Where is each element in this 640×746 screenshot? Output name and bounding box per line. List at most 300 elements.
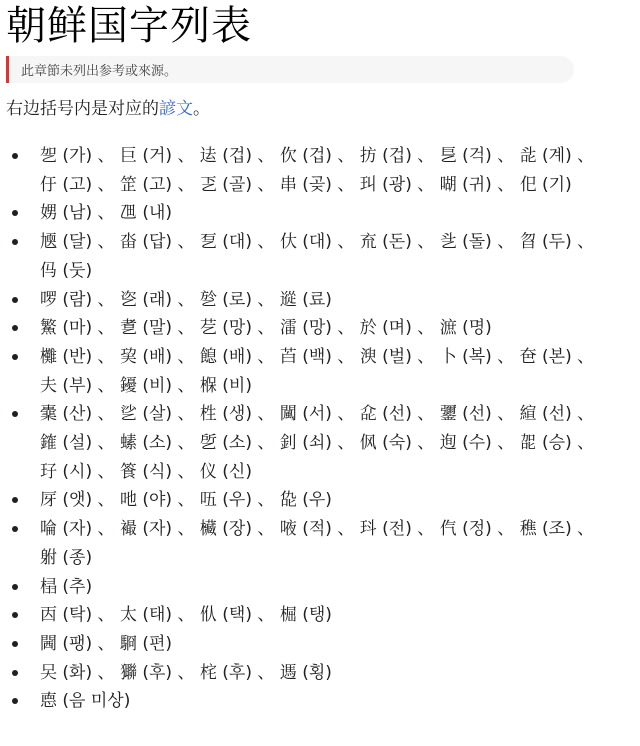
hanja-character: 㐺 bbox=[199, 605, 217, 626]
list-item bbox=[6, 601, 634, 630]
separator: 、 bbox=[491, 404, 520, 425]
hangul-reading: 택 bbox=[228, 605, 246, 626]
separator: 、 bbox=[252, 289, 280, 310]
separator: 、 bbox=[92, 289, 120, 310]
separator: 、 bbox=[491, 232, 520, 253]
hanja-character: 串 bbox=[279, 174, 297, 195]
character-entry: 㳛 (벌) bbox=[359, 346, 412, 367]
hanja-character: 乤 bbox=[199, 174, 217, 195]
hangul-link[interactable]: 諺文 bbox=[159, 99, 193, 119]
character-entry: 卜 (복) bbox=[439, 346, 492, 367]
separator: 、 bbox=[92, 490, 120, 511]
hangul-reading: 마 bbox=[69, 318, 86, 339]
hanja-character: 㧍 bbox=[359, 146, 377, 166]
separator: 、 bbox=[252, 146, 280, 166]
separator: 、 bbox=[411, 433, 440, 454]
separator: 、 bbox=[252, 404, 280, 425]
page-title: 朝鲜国字列表 bbox=[6, 3, 252, 49]
separator: 、 bbox=[491, 433, 520, 454]
hangul-reading: 걱 bbox=[468, 146, 486, 166]
hangul-reading: 곶 bbox=[308, 174, 326, 195]
character-entry: 㺶 (전) bbox=[359, 519, 412, 540]
separator: 、 bbox=[411, 174, 440, 195]
character-entry: 椺 (비) bbox=[199, 375, 252, 396]
separator: 、 bbox=[252, 318, 280, 339]
character-entry: 閪 (팽) bbox=[40, 633, 93, 654]
list-item bbox=[6, 687, 634, 716]
separator: 、 bbox=[491, 346, 520, 367]
hangul-reading: 종 bbox=[69, 547, 86, 568]
list-item bbox=[6, 515, 634, 572]
character-entry: 㐽 (숙) bbox=[359, 433, 412, 454]
hangul-reading: 정 bbox=[468, 519, 486, 540]
character-entry: 㰆 (산) bbox=[40, 404, 93, 425]
hanja-character: 㐡 bbox=[40, 232, 57, 253]
separator: 、 bbox=[331, 146, 360, 166]
character-entry: 鰵 (마) bbox=[40, 318, 93, 339]
hangul-reading: 앳 bbox=[69, 490, 86, 511]
character-entry: 㥁 (음 미상) bbox=[40, 691, 131, 712]
separator: 、 bbox=[571, 404, 595, 425]
separator: 、 bbox=[252, 519, 280, 540]
hangul-reading: 신 bbox=[228, 461, 246, 482]
hangul-reading: 백 bbox=[308, 346, 326, 367]
list-item bbox=[6, 343, 634, 400]
separator: 、 bbox=[92, 232, 120, 253]
hangul-reading: 탁 bbox=[69, 605, 86, 626]
character-entry: 䭒 (배) bbox=[199, 346, 252, 367]
hangul-reading: 생 bbox=[228, 404, 246, 425]
hanja-character: 㐲 bbox=[279, 232, 297, 253]
hanja-character: 螦 bbox=[119, 433, 137, 454]
character-entry: 㖮 (자) bbox=[40, 519, 93, 540]
hanja-character: 栍 bbox=[199, 404, 217, 425]
character-entry: 乲 (래) bbox=[119, 289, 173, 310]
hangul-reading: 며 bbox=[388, 318, 406, 339]
hanja-character: 娚 bbox=[40, 203, 57, 224]
hangul-reading: 로 bbox=[228, 289, 246, 310]
separator: 、 bbox=[172, 318, 200, 339]
hanja-character: 䭒 bbox=[199, 346, 217, 367]
hanja-character: 䥃 bbox=[40, 433, 57, 454]
separator: 、 bbox=[411, 346, 440, 367]
hanja-character: 䥸 bbox=[439, 404, 457, 425]
hangul-reading: 선 bbox=[388, 404, 406, 425]
hanja-character: 㐽 bbox=[359, 433, 377, 454]
separator: 、 bbox=[172, 346, 200, 367]
hanja-character: 㐷 bbox=[40, 260, 57, 281]
hanja-character: 㵂 bbox=[439, 318, 457, 339]
hangul-reading: 본 bbox=[548, 346, 566, 367]
hangul-reading: 서 bbox=[308, 404, 326, 425]
separator: 、 bbox=[92, 662, 120, 683]
hanja-character: 㺩 bbox=[359, 174, 377, 195]
hangul-reading: 달 bbox=[69, 232, 86, 253]
character-entry: 䢨 (료) bbox=[279, 289, 332, 310]
hanja-character: 㭾 bbox=[279, 605, 297, 626]
character-entry: 㐬 (돈) bbox=[359, 232, 412, 253]
character-entry: 㕶 (우) bbox=[199, 490, 252, 511]
hanja-character: 迿 bbox=[439, 433, 457, 454]
character-entry: 㭾 (탱) bbox=[279, 605, 332, 626]
hanja-character: 㰆 bbox=[40, 404, 57, 425]
character-entry: 䇥 (고) bbox=[119, 174, 173, 195]
separator: 、 bbox=[331, 346, 360, 367]
hangul-reading: 반 bbox=[69, 346, 86, 367]
hanja-character: 乷 bbox=[119, 404, 137, 425]
hanja-character: 吔 bbox=[119, 490, 137, 511]
separator: 、 bbox=[491, 519, 520, 540]
separator: 、 bbox=[172, 605, 200, 626]
hanja-character: 㥁 bbox=[40, 691, 57, 712]
hangul-reading: 람 bbox=[69, 289, 86, 310]
separator: 、 bbox=[92, 174, 120, 195]
character-entry: 䒗 (망) bbox=[199, 318, 252, 339]
hangul-reading: 계 bbox=[548, 146, 566, 166]
hanja-character: 迲 bbox=[199, 146, 217, 166]
hanja-character: 㐬 bbox=[359, 232, 377, 253]
character-entry: 乭 (대) bbox=[199, 232, 252, 253]
hanja-character: 㭦 bbox=[199, 662, 217, 683]
hanja-character: 㺦 bbox=[119, 662, 137, 683]
hanja-character: 䠵 bbox=[40, 547, 57, 568]
character-entry: 太 (태) bbox=[119, 605, 173, 626]
hangul-reading: 편 bbox=[148, 633, 166, 654]
hanja-character: 乽 bbox=[119, 318, 137, 339]
hangul-reading: 수 bbox=[468, 433, 486, 454]
separator: 、 bbox=[172, 662, 200, 683]
hangul-reading: 래 bbox=[148, 289, 166, 310]
notice-text: 此章節未列出参考或來源。 bbox=[21, 64, 178, 79]
hanja-character: 㰙 bbox=[40, 346, 57, 367]
hangul-reading: 산 bbox=[69, 404, 86, 425]
character-entry: 㐲 (대) bbox=[279, 232, 332, 253]
separator: 、 bbox=[172, 404, 200, 425]
separator: 、 bbox=[92, 461, 120, 482]
character-entry: 㺦 (후) bbox=[119, 662, 173, 683]
character-entry: 㖌 (우) bbox=[279, 490, 332, 511]
hanja-character: 卜 bbox=[439, 346, 457, 367]
character-entry: 乺 (소) bbox=[199, 433, 252, 454]
separator: 、 bbox=[331, 519, 360, 540]
hangul-reading: 대 bbox=[308, 232, 326, 253]
list-item bbox=[6, 630, 634, 659]
list-item bbox=[6, 199, 634, 228]
separator: 、 bbox=[331, 174, 360, 195]
character-entry: 榋 (추) bbox=[40, 576, 93, 597]
hangul-reading: 음 미상 bbox=[69, 691, 124, 712]
separator: 、 bbox=[172, 519, 200, 540]
separator: 、 bbox=[571, 433, 595, 454]
hanja-character: 㖙 bbox=[519, 433, 537, 454]
character-entry: 啰 (람) bbox=[40, 289, 93, 310]
hanja-character: 乻 bbox=[199, 289, 217, 310]
hangul-reading: 부 bbox=[69, 375, 86, 396]
hanja-character: 巨 bbox=[119, 146, 137, 166]
character-entry: 㭦 (후) bbox=[199, 662, 252, 683]
hanja-character: 㖋 bbox=[359, 404, 377, 425]
character-entry: 㫚 (두) bbox=[519, 232, 572, 253]
hangul-reading: 우 bbox=[308, 490, 326, 511]
hangul-reading: 말 bbox=[148, 318, 166, 339]
intro-text-before: 右边括号内是对应的 bbox=[6, 99, 159, 119]
character-entry: 㐹 (정) bbox=[439, 519, 492, 540]
hangul-reading: 복 bbox=[468, 346, 486, 367]
hanja-character: 榋 bbox=[40, 576, 57, 597]
character-entry: 釗 (쇠) bbox=[279, 433, 332, 454]
hanja-character: 䥳 bbox=[119, 375, 137, 396]
hanja-character: 乪 bbox=[119, 203, 137, 224]
character-entry: 㐵 (고) bbox=[40, 174, 93, 195]
character-entry: 㧍 (겁) bbox=[359, 146, 412, 166]
character-entry: 㺭 (시) bbox=[40, 461, 93, 482]
hanja-character: 㐶 bbox=[519, 174, 537, 195]
list-item bbox=[6, 573, 634, 602]
character-entry: 乧 (돌) bbox=[439, 232, 492, 253]
character-entry: 乬 (걱) bbox=[439, 146, 492, 166]
hangul-reading: 대 bbox=[228, 232, 246, 253]
character-entry: 㵢 (망) bbox=[279, 318, 332, 339]
hanja-character: 乲 bbox=[119, 289, 137, 310]
separator: 、 bbox=[331, 433, 360, 454]
character-entry: 㐡 (달) bbox=[40, 232, 93, 253]
separator: 、 bbox=[92, 433, 120, 454]
hangul-reading: 겁 bbox=[228, 146, 246, 166]
hangul-reading: 장 bbox=[228, 519, 246, 540]
list-item bbox=[6, 659, 634, 688]
hangul-reading: 겁 bbox=[308, 146, 326, 166]
separator: 、 bbox=[252, 662, 280, 683]
list-item bbox=[6, 142, 634, 199]
hanja-character: 仪 bbox=[199, 461, 217, 482]
hangul-reading: 식 bbox=[148, 461, 166, 482]
character-entry: 夿 (본) bbox=[519, 346, 572, 367]
hangul-reading: 태 bbox=[148, 605, 166, 626]
hangul-reading: 명 bbox=[468, 318, 486, 339]
character-entry: 畓 (답) bbox=[119, 232, 173, 253]
separator: 、 bbox=[252, 232, 280, 253]
hangul-reading: 후 bbox=[148, 662, 166, 683]
hanja-character: 㕶 bbox=[199, 490, 217, 511]
list-item bbox=[6, 228, 634, 285]
hangul-reading: 소 bbox=[228, 433, 246, 454]
hangul-reading: 돈 bbox=[388, 232, 406, 253]
hangul-reading: 설 bbox=[69, 433, 86, 454]
hanja-character: 篒 bbox=[119, 461, 137, 482]
character-entry: 吔 (야) bbox=[119, 490, 173, 511]
character-entry: 迿 (수) bbox=[439, 433, 492, 454]
separator: 、 bbox=[172, 433, 200, 454]
character-entry: 襊 (자) bbox=[119, 519, 173, 540]
hangul-reading: 고 bbox=[69, 174, 86, 195]
hanja-character: 乫 bbox=[40, 146, 57, 166]
hanja-character: 夿 bbox=[519, 346, 537, 367]
character-entry: 苩 (백) bbox=[279, 346, 332, 367]
hanja-character: 㵢 bbox=[279, 318, 297, 339]
hangul-reading: 거 bbox=[148, 146, 166, 166]
character-entry: 㐶 (기) bbox=[519, 174, 572, 195]
hangul-reading: 답 bbox=[148, 232, 166, 253]
separator: 、 bbox=[92, 605, 120, 626]
separator: 、 bbox=[172, 174, 200, 195]
hanja-character: 㖮 bbox=[40, 519, 57, 540]
hanja-character: 乬 bbox=[439, 146, 457, 166]
hanja-character: 縇 bbox=[519, 404, 537, 425]
hangul-reading: 귀 bbox=[468, 174, 486, 195]
hangul-reading: 기 bbox=[548, 174, 566, 195]
hanja-character: 㖌 bbox=[279, 490, 297, 511]
separator: 、 bbox=[252, 433, 280, 454]
hangul-reading: 적 bbox=[308, 519, 326, 540]
character-entry: 於 (며) bbox=[359, 318, 412, 339]
hanja-character: 㐁 bbox=[40, 605, 57, 626]
character-entry: 闏 (서) bbox=[279, 404, 332, 425]
hanja-character: 乧 bbox=[439, 232, 457, 253]
character-entry: 螦 (소) bbox=[119, 433, 173, 454]
hangul-reading: 선 bbox=[468, 404, 486, 425]
separator: 、 bbox=[172, 490, 200, 511]
hanja-character: 䇥 bbox=[119, 174, 137, 195]
character-entry: 巭 (배) bbox=[119, 346, 173, 367]
hanja-character: 䢨 bbox=[279, 289, 297, 310]
hangul-reading: 망 bbox=[308, 318, 326, 339]
separator: 、 bbox=[92, 146, 120, 166]
separator: 、 bbox=[92, 375, 120, 396]
separator: 、 bbox=[411, 519, 440, 540]
hanja-character: 厊 bbox=[40, 490, 57, 511]
character-entry: 䥳 (비) bbox=[119, 375, 173, 396]
hanja-character: 遤 bbox=[279, 662, 297, 683]
hangul-reading: 시 bbox=[69, 461, 86, 482]
hangul-reading: 두 bbox=[548, 232, 566, 253]
hanja-character: 䮐 bbox=[119, 633, 137, 654]
separator: 、 bbox=[331, 232, 360, 253]
character-entry: 迲 (겁) bbox=[199, 146, 252, 166]
separator: 、 bbox=[172, 375, 200, 396]
separator: 、 bbox=[571, 519, 595, 540]
separator: 、 bbox=[411, 146, 440, 166]
character-entry: 乻 (로) bbox=[199, 289, 252, 310]
character-entry: 㖡 (적) bbox=[279, 519, 332, 540]
hanja-character: 巭 bbox=[119, 346, 137, 367]
hanja-character: 穛 bbox=[519, 519, 537, 540]
hangul-reading: 야 bbox=[148, 490, 166, 511]
character-entry: 欌 (장) bbox=[199, 519, 252, 540]
hangul-reading: 망 bbox=[228, 318, 246, 339]
hangul-reading: 우 bbox=[228, 490, 246, 511]
hangul-reading: 소 bbox=[148, 433, 166, 454]
separator: 、 bbox=[571, 232, 595, 253]
character-entry: 㖋 (선) bbox=[359, 404, 412, 425]
hangul-reading: 자 bbox=[148, 519, 166, 540]
hanja-character: 欌 bbox=[199, 519, 217, 540]
hanja-character: 㐹 bbox=[439, 519, 457, 540]
hanja-character: 闏 bbox=[279, 404, 297, 425]
hangul-reading: 살 bbox=[148, 404, 166, 425]
hanja-character: 㖡 bbox=[279, 519, 297, 540]
list-item bbox=[6, 286, 634, 315]
hanja-character: 㳛 bbox=[359, 346, 377, 367]
separator: 、 bbox=[92, 203, 120, 224]
hangul-reading: 자 bbox=[69, 519, 86, 540]
hanja-character: 襊 bbox=[119, 519, 137, 540]
hanja-character: 釗 bbox=[279, 433, 297, 454]
hangul-reading: 추 bbox=[69, 576, 86, 597]
character-entry: 乷 (살) bbox=[119, 404, 173, 425]
separator: 、 bbox=[411, 318, 440, 339]
hangul-reading: 비 bbox=[148, 375, 166, 396]
hanja-character: 乺 bbox=[199, 433, 217, 454]
hangul-reading: 고 bbox=[148, 174, 166, 195]
character-entry: 仪 (신) bbox=[199, 461, 252, 482]
separator: 、 bbox=[172, 461, 200, 482]
character-entry: 㐁 (탁) bbox=[40, 605, 93, 626]
character-entry: 串 (곶) bbox=[279, 174, 332, 195]
hangul-reading: 가 bbox=[69, 146, 86, 166]
separator: 、 bbox=[411, 404, 440, 425]
hangul-reading: 둣 bbox=[69, 260, 86, 281]
character-entry: 乪 (내) bbox=[119, 203, 173, 224]
character-entry: 篒 (식) bbox=[119, 461, 173, 482]
separator: 、 bbox=[571, 146, 595, 166]
character-entry: 栍 (생) bbox=[199, 404, 252, 425]
list-item bbox=[6, 486, 634, 515]
character-entry: 㵂 (명) bbox=[439, 318, 492, 339]
character-entry: 巨 (거) bbox=[119, 146, 173, 166]
separator: 、 bbox=[172, 232, 200, 253]
separator: 、 bbox=[92, 633, 120, 654]
separator: 、 bbox=[92, 318, 120, 339]
character-entry: 乫 (가) bbox=[40, 146, 93, 166]
separator: 、 bbox=[491, 146, 520, 166]
hangul-reading: 쇠 bbox=[308, 433, 326, 454]
character-entry: 遤 (횡) bbox=[279, 662, 332, 683]
intro-text-after: 。 bbox=[193, 99, 210, 119]
hangul-reading: 배 bbox=[228, 346, 246, 367]
hangul-reading: 비 bbox=[228, 375, 246, 396]
intro-paragraph bbox=[6, 96, 210, 122]
hanja-character: 乭 bbox=[199, 232, 217, 253]
korean-character-list bbox=[6, 142, 634, 716]
hangul-reading: 배 bbox=[148, 346, 166, 367]
hangul-reading: 조 bbox=[548, 519, 566, 540]
hangul-reading: 횡 bbox=[308, 662, 326, 683]
hanja-character: 於 bbox=[359, 318, 377, 339]
hangul-reading: 팽 bbox=[69, 633, 86, 654]
character-entry: 娚 (남) bbox=[40, 203, 93, 224]
character-entry: 㐺 (택) bbox=[199, 605, 252, 626]
character-entry: 縇 (선) bbox=[519, 404, 572, 425]
hanja-character: 㕦 bbox=[40, 662, 57, 683]
hanja-character: 畓 bbox=[119, 232, 137, 253]
separator: 、 bbox=[252, 346, 280, 367]
hanja-character: 䒗 bbox=[199, 318, 217, 339]
character-entry: 㐸 (겁) bbox=[279, 146, 332, 166]
character-entry: 㖙 (승) bbox=[519, 433, 572, 454]
hangul-reading: 승 bbox=[548, 433, 566, 454]
separator: 、 bbox=[92, 519, 120, 540]
character-entry: 乤 (골) bbox=[199, 174, 252, 195]
character-entry: 㗅 (귀) bbox=[439, 174, 492, 195]
hangul-reading: 돌 bbox=[468, 232, 486, 253]
separator: 、 bbox=[571, 346, 595, 367]
character-entry: 㖍 (계) bbox=[519, 146, 572, 166]
separator: 、 bbox=[252, 174, 280, 195]
character-entry: 䥃 (설) bbox=[40, 433, 93, 454]
hanja-character: 夫 bbox=[40, 375, 57, 396]
separator: 、 bbox=[411, 232, 440, 253]
character-entry: 䥸 (선) bbox=[439, 404, 492, 425]
